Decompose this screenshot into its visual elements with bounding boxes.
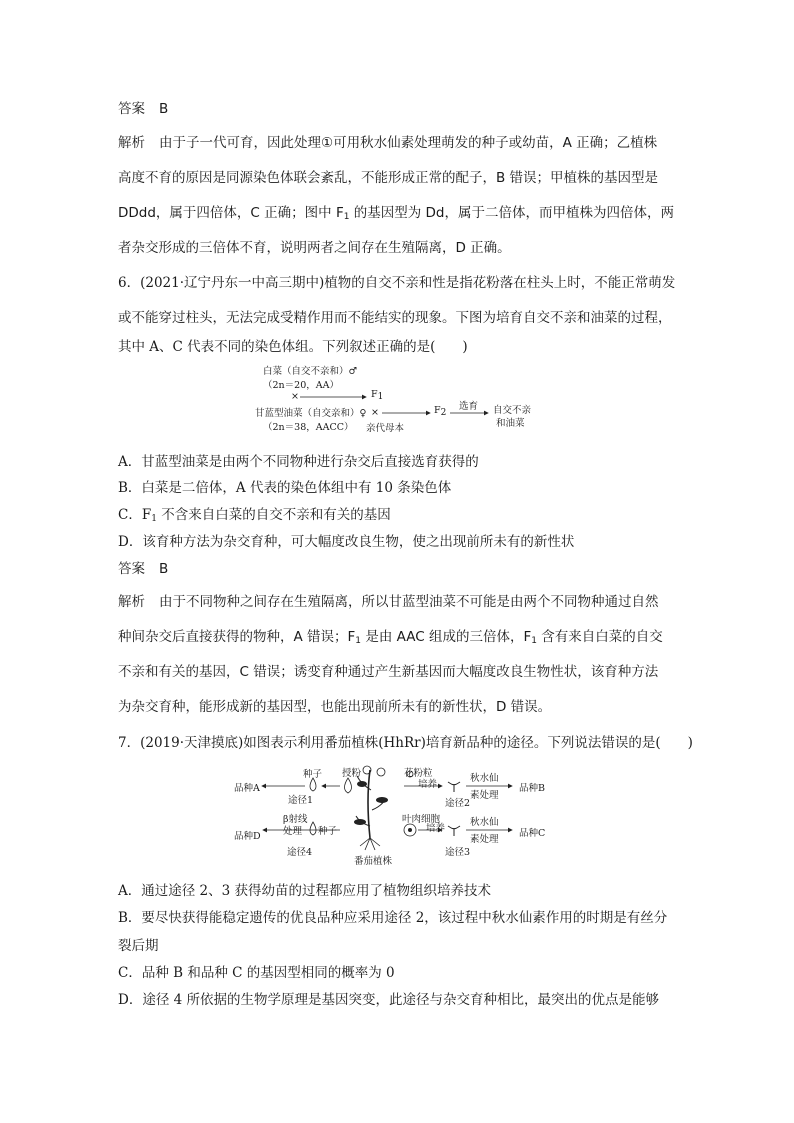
explanation-5-line-2: 高度不育的原因是同源染色体联会紊乱，不能形成正常的配子，B 错误；甲植株的基因型是 xyxy=(118,170,659,186)
fig7-variety-d: 品种D xyxy=(234,831,261,842)
fig7-seed-top: 种子 xyxy=(303,769,323,780)
question-6-stem-3: 其中 A、C 代表不同的染色体组。下列叙述正确的是( ) xyxy=(118,339,468,355)
explanation-5-line-3: DDdd，属于四倍体，C 正确；图中 $F_1$ 的基因型为 Dd，属于二倍体，而甲植株为四倍体，两 xyxy=(118,205,674,222)
q6-option-b: B．白菜是二倍体，A 代表的染色体组中有 10 条染色体 xyxy=(118,480,452,496)
fig7-variety-c: 品种C xyxy=(519,828,546,839)
fig7-pollen: 花粉粒 xyxy=(404,768,433,779)
fig6-cross-2: × xyxy=(371,407,379,418)
answer-label: 答案 xyxy=(118,101,145,117)
fig6-select: 选育 xyxy=(459,401,479,412)
explanation-6-line-1: 解析 由于不同物种之间存在生殖隔离，所以甘蓝型油菜不可能是由两个不同物种通过自然 xyxy=(118,594,659,610)
fig7-culture-2: 培养 xyxy=(426,823,446,834)
answer-line-5 xyxy=(118,97,168,117)
fig6-result-1: 自交不亲 xyxy=(493,405,532,416)
fig7-culture-1: 培养 xyxy=(418,779,438,790)
fig6-parent: 亲代母本 xyxy=(366,423,405,434)
fig7-route-2: 途径2 xyxy=(445,798,471,809)
q7-option-b-line-1: B．要尽快获得能稳定遗传的优良品种应采用途径 2，该过程中秋水仙素作用的时期是有丝分 xyxy=(118,910,668,926)
fig7-route-3: 途径3 xyxy=(445,847,471,858)
q6-option-c: C．$F_1$ 不含来自白菜的自交不亲和有关的基因 xyxy=(118,507,391,524)
explanation-6-line-2: 种间杂交后直接获得的物种，A 错误；$F_1$ 是由 AAC 组成的三倍体，$F_1$ 含有来自白菜的自交 xyxy=(118,629,663,646)
fig6-f1: $F_1$ xyxy=(371,389,384,402)
fig7-beta-1: β射线 xyxy=(283,814,308,825)
question-6-stem-2: 或不能穿过柱头，无法完成受精作用而不能结实的现象。下图为培育自交不亲和油菜的过程， xyxy=(118,310,672,326)
explanation-5-line-1: 解析 由于子一代可育，因此处理①可用秋水仙素处理萌发的种子或幼苗，A 正确；乙植株 xyxy=(118,135,658,151)
fig7-seed-low: 种子 xyxy=(318,826,338,837)
fig6-youcai-chromosomes: （2n＝38，AACC） xyxy=(263,422,354,433)
q6-option-a: A．甘蓝型油菜是由两个不同物种进行杂交后直接选育获得的 xyxy=(118,454,479,470)
fig7-variety-b: 品种B xyxy=(519,783,545,794)
answer-label: 答案 xyxy=(118,561,145,577)
q7-option-c: C．品种 B 和品种 C 的基因型相同的概率为 0 xyxy=(118,965,395,981)
answer-line-6 xyxy=(118,557,168,577)
q6-option-d: D．该育种方法为杂交育种，可大幅度改良生物，使之出现前所未有的新性状 xyxy=(118,534,575,550)
question-6-stem-1: 6．(2021·辽宁丹东一中高三期中)植物的自交不亲和性是指花粉落在柱头上时，不能正常萌发 xyxy=(118,275,676,291)
q7-option-a: A．通过途径 2、3 获得幼苗的过程都应用了植物组织培养技术 xyxy=(118,883,492,899)
explanation-label: 解析 xyxy=(118,135,145,151)
fig7-route-1: 途径1 xyxy=(288,795,314,806)
answer-value: B xyxy=(159,561,169,577)
fig6-baicai: 白菜（自交不亲和）♂ xyxy=(263,366,358,377)
q7-option-b-line-2: 裂后期 xyxy=(118,938,159,954)
fig6-youcai: 甘蓝型油菜（自交亲和）♀ xyxy=(255,408,367,419)
explanation-5-line-4: 者杂交形成的三倍体不育，说明两者之间存在生殖隔离，D 正确。 xyxy=(118,240,511,256)
explanation-6-line-3: 不亲和有关的基因，C 错误；诱变育种通过产生新基因而大幅度改良生物性状，该育种方法 xyxy=(118,664,659,680)
fig7-mesophyll: 叶肉细胞 xyxy=(402,814,441,825)
answer-value: B xyxy=(159,101,169,117)
fig6-f2: $F_2$ xyxy=(434,405,447,418)
fig7-colch-1b: 素处理 xyxy=(470,790,499,801)
fig7-tomato: 番茄植株 xyxy=(354,856,393,867)
explanation-6-line-4: 为杂交育种，能形成新的基因型，也能出现前所未有的新性状，D 错误。 xyxy=(118,699,552,715)
question-7-stem: 7．(2019·天津摸底)如图表示利用番茄植株(HhRr)培育新品种的途径。下列说法错误的是( ) xyxy=(118,735,693,751)
fig7-beta-2: 处理 xyxy=(283,826,303,837)
fig7-pollinate: 授粉 xyxy=(342,768,362,779)
fig7-colch-2b: 素处理 xyxy=(470,834,499,845)
fig7-colch-2a: 秋水仙 xyxy=(470,817,499,828)
explanation-label: 解析 xyxy=(118,594,145,610)
fig6-cross-1: × xyxy=(291,391,299,402)
fig7-colch-1a: 秋水仙 xyxy=(470,773,499,784)
fig7-route-4: 途径4 xyxy=(287,847,313,858)
fig6-result-2: 和油菜 xyxy=(496,418,525,429)
fig7-variety-a: 品种A xyxy=(234,783,260,794)
q7-option-d: D．途径 4 所依据的生物学原理是基因突变，此途径与杂交育种相比，最突出的优点是能够 xyxy=(118,992,659,1008)
fig6-baicai-chromosomes: （2n＝20，AA） xyxy=(263,380,339,391)
